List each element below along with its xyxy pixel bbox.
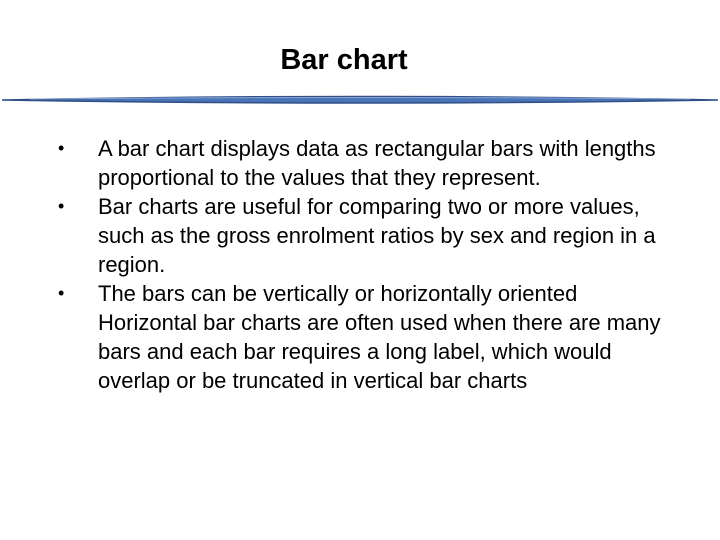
bullet-text: The bars can be vertically or horizontally oriented Horizontal bar charts are often used when there are many bars and each bar requires a long label, which would overlap or be truncated in vertical bar charts [98, 281, 661, 393]
slide-title: Bar chart [280, 44, 408, 76]
bullet-marker: • [58, 283, 65, 303]
title-divider [0, 90, 720, 110]
bullet-marker: • [58, 196, 65, 216]
bullet-list [58, 134, 668, 395]
bullet-marker: • [58, 138, 65, 158]
bullet-item [58, 134, 668, 192]
bullet-text: A bar chart displays data as rectangular bars with lengths proportional to the values that they represent. [98, 136, 656, 190]
bullet-item [58, 192, 668, 279]
bullet-item [58, 279, 668, 395]
bullet-text: Bar charts are useful for comparing two or more values, such as the gross enrolment ratios by sex and region in a region. [98, 194, 656, 277]
